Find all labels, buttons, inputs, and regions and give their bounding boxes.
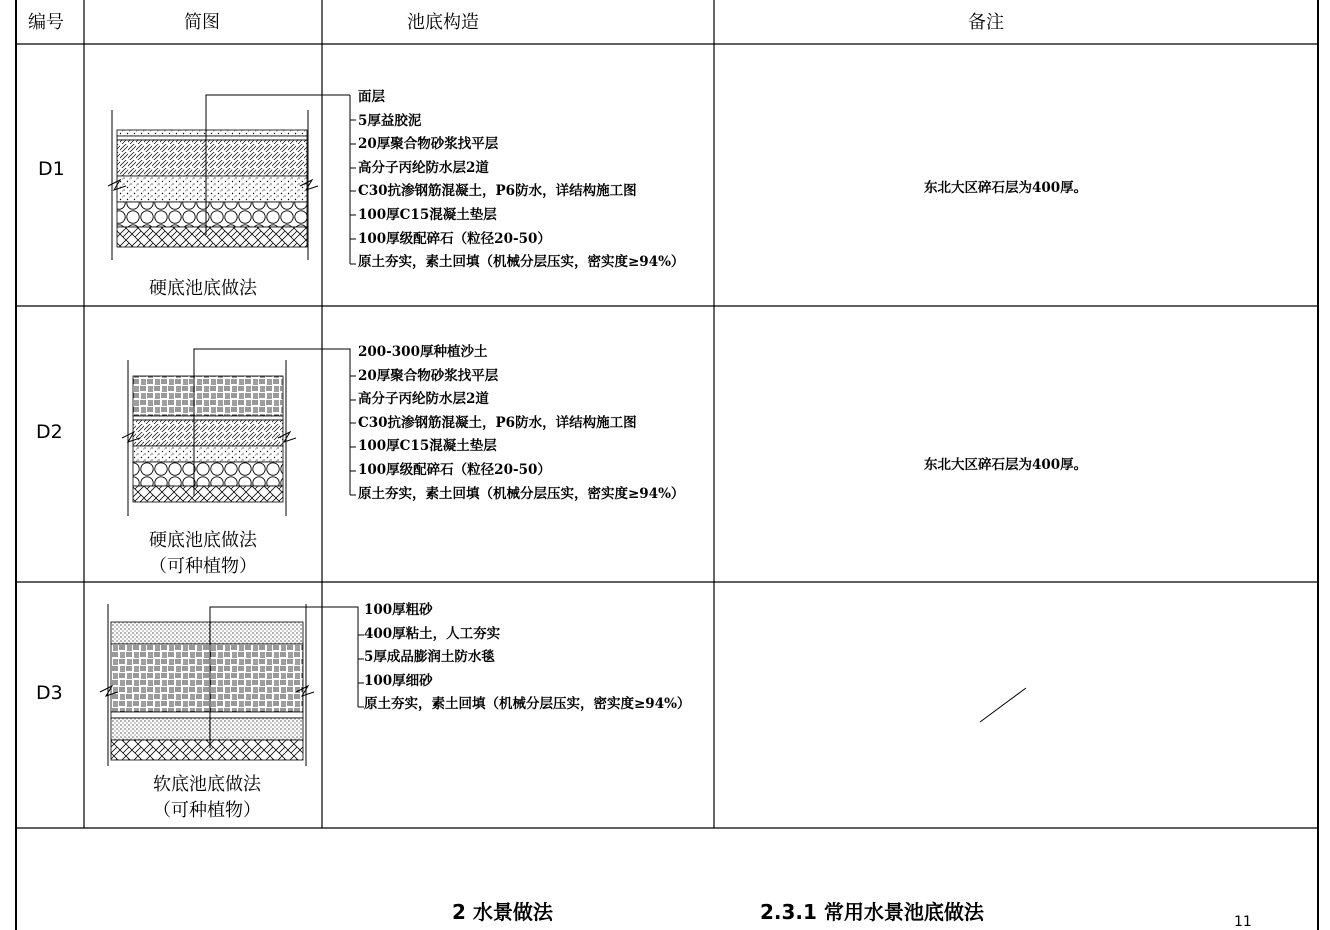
section-title: 2.3.1 常用水景池底做法 [760,900,984,924]
layer-item: 高分子丙纶防水层2道 [358,159,489,176]
layer-item: 原土夯实，素土回填（机械分层压实，密实度≥94%） [358,485,685,502]
empty-remark-slash [980,688,1026,722]
layer-item: 高分子丙纶防水层2道 [358,391,489,408]
sketch-caption [103,528,303,580]
layer-item: 20厚聚合物砂浆找平层 [358,367,499,384]
layer-item: 100厚C15混凝土垫层 [358,438,497,455]
layer-item: 100厚C15混凝土垫层 [358,206,497,223]
layer-item: 原土夯实，素土回填（机械分层压实，密实度≥94%） [364,696,691,713]
layer-item: 5厚成品膨润土防水毯 [364,649,495,666]
header-code: 编号 [28,12,64,33]
sketch-caption: 硬底池底做法 [149,278,257,299]
layer-item: 400厚粘土，人工夯实 [364,625,501,642]
layer-item: 100厚细砂 [364,672,433,689]
layer-item: C30抗渗钢筋混凝土，P6防水，详结构施工图 [358,183,637,200]
layer-item: 5厚益胶泥 [358,112,422,129]
d2-section-sketch [122,349,356,516]
layer-item: C30抗渗钢筋混凝土，P6防水，详结构施工图 [358,414,637,431]
layer-item: 100厚级配碎石（粒径20-50） [358,230,551,247]
chapter-title: 2 水景做法 [452,900,553,924]
sketch-caption-line: （可种植物） [149,556,257,577]
sketch-caption-line: 硬底池底做法 [149,530,257,551]
row-code: D2 [36,421,63,443]
header-remarks: 备注 [968,12,1004,33]
layer-list-d1 [358,86,684,275]
header-construction: 池底构造 [407,12,479,33]
remark-note: 东北大区碎石层为400厚。 [924,180,1088,196]
layer-list-d2 [358,341,684,506]
header-sketch: 简图 [184,12,220,33]
row-code: D3 [36,682,63,704]
layer-list-d3 [364,599,690,717]
d3-section-sketch [100,604,364,766]
layer-item: 100厚粗砂 [364,602,433,618]
page-number: 11 [1234,914,1252,930]
sketch-caption [107,772,307,824]
remark-note: 东北大区碎石层为400厚。 [924,457,1088,473]
layer-item: 100厚级配碎石（粒径20-50） [358,461,551,478]
row-code: D1 [38,158,65,180]
layer-item: 面层 [358,89,385,105]
layer-item: 200-300厚种植沙土 [358,344,488,360]
layer-item: 20厚聚合物砂浆找平层 [358,136,499,153]
sketch-caption-line: 软底池底做法 [153,774,261,795]
layer-item: 原土夯实，素土回填（机械分层压实，密实度≥94%） [358,254,685,271]
d1-section-sketch [108,95,356,264]
sketch-caption-line: （可种植物） [153,800,261,821]
